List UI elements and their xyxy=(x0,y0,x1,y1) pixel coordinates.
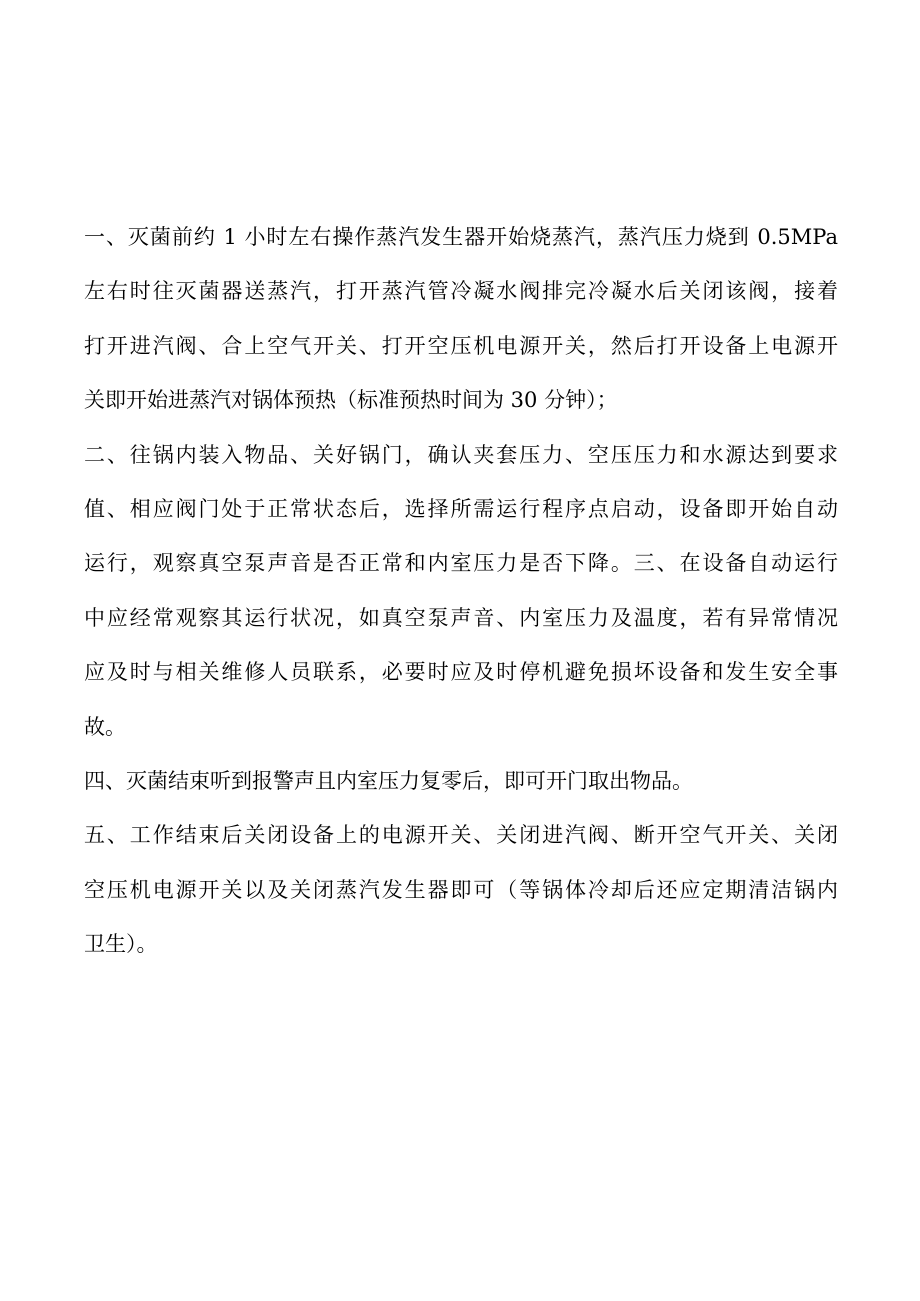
text-line: 左右时往灭菌器送蒸汽，打开蒸汽管冷凝水阀排完冷凝水后关闭该阀，接着 xyxy=(84,279,838,304)
document-body xyxy=(84,210,838,971)
text-line: 空压机电源开关以及关闭蒸汽发生器即可（等锅体冷却后还应定期清洁锅内 xyxy=(84,877,838,902)
text-line: 卫生）。 xyxy=(84,932,158,957)
text-line: 值、相应阀门处于正常状态后，选择所需运行程序点启动，设备即开始自动 xyxy=(84,496,838,521)
text-line: 应及时与相关维修人员联系，必要时应及时停机避免损坏设备和发生安全事 xyxy=(84,660,838,685)
text-line: 关即开始进蒸汽对锅体预热（标准预热时间为 30 分钟）； xyxy=(84,388,618,413)
paragraph-step-1 xyxy=(84,210,838,428)
paragraph-step-5 xyxy=(84,808,838,971)
text-line: 一、灭菌前约 1 小时左右操作蒸汽发生器开始烧蒸汽，蒸汽压力烧到 0.5MPa xyxy=(84,225,838,249)
text-line: 打开进汽阀、合上空气开关、打开空压机电源开关，然后打开设备上电源开 xyxy=(84,333,838,358)
paragraph-step-2-3 xyxy=(84,428,838,754)
text-line: 中应经常观察其运行状况，如真空泵声音、内室压力及温度，若有异常情况 xyxy=(84,605,838,630)
text-line: 四、灭菌结束听到报警声且内室压力复零后，即可开门取出物品。 xyxy=(84,768,693,793)
text-line: 故。 xyxy=(84,714,126,739)
paragraph-step-4 xyxy=(84,754,838,808)
text-line: 五、工作结束后关闭设备上的电源开关、关闭进汽阀、断开空气开关、关闭 xyxy=(84,823,838,848)
text-line: 运行，观察真空泵声音是否正常和内室压力是否下降。三、在设备自动运行 xyxy=(84,551,838,576)
text-line: 二、往锅内装入物品、关好锅门，确认夹套压力、空压压力和水源达到要求 xyxy=(84,442,838,467)
